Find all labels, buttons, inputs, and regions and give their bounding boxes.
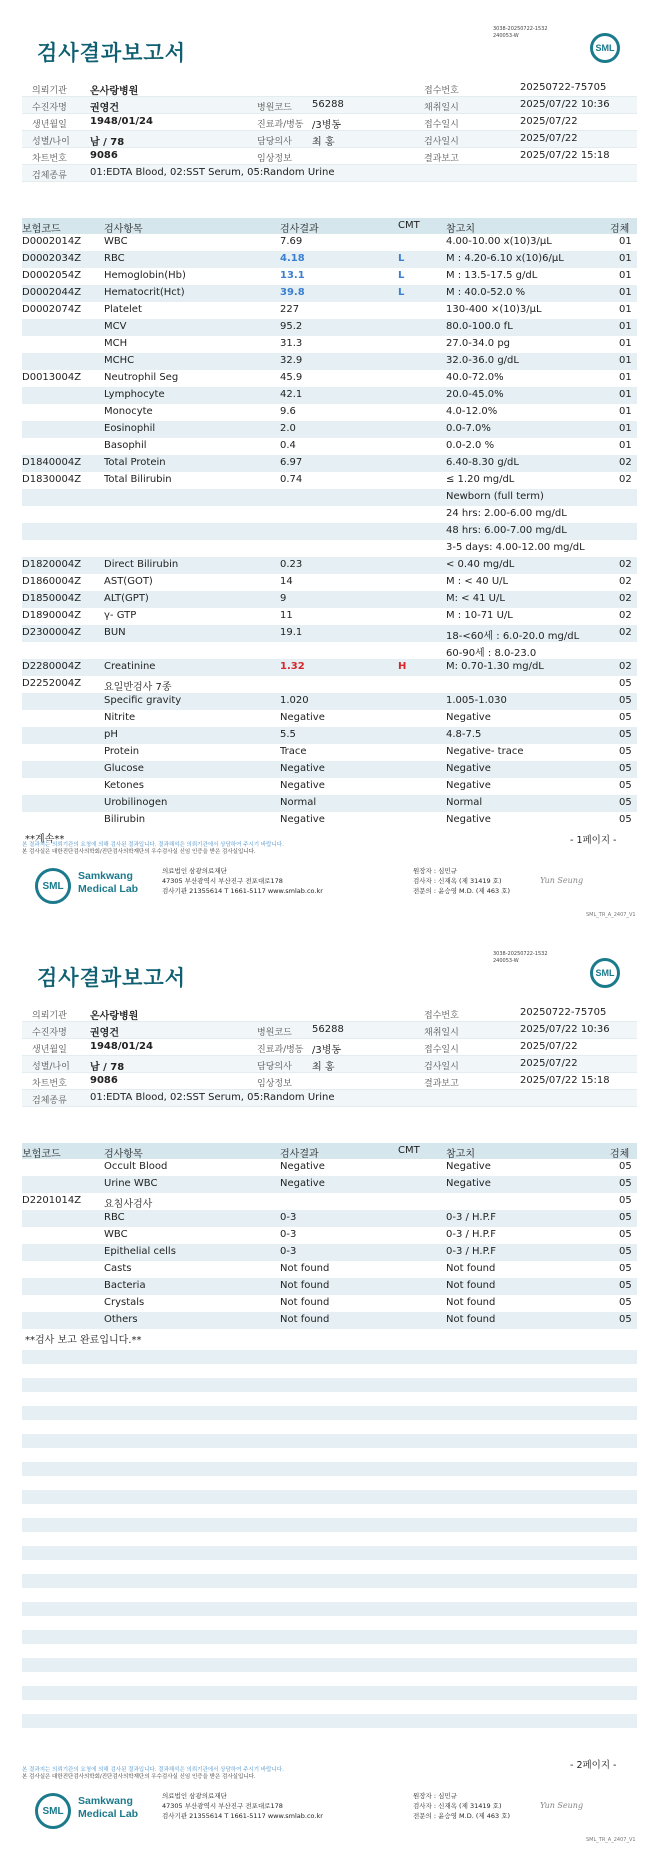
cell-test-name: Direct Bilirubin	[104, 559, 179, 570]
patient-info: 의뢰기관 온사랑병원 접수번호 20250722-75705 수진자명 권영건 병원코드 56288 채취일시 2025/07/22 10:36 생년월일 1948/01/24 진료과/병동 /3병동 접수일시 2025/07/22 성별/나이 남 / 78 담당의사 최 홍 검사일시 2025/07/22 차트번호 9086 임상정보 결과보고 2025/07/22 15:18 검체종류 01:EDTA Blood, 02:SST Serum, 05:Random Urine	[22, 80, 637, 182]
cell-test-name: Nitrite	[104, 712, 136, 723]
cell-specimen: 01	[619, 440, 632, 451]
table-row	[22, 1210, 637, 1227]
results-table-page-1	[22, 218, 637, 829]
cell-reference: Not found	[446, 1297, 496, 1308]
cell-reference: M : 4.20-6.10 x(10)6/μL	[446, 253, 564, 264]
barcode-id: 3038-20250722-1532 240053-W	[493, 26, 548, 39]
cell-code: D2300004Z	[22, 627, 82, 638]
cell-test-name: Urine WBC	[104, 1178, 158, 1189]
cell-result: 42.1	[280, 389, 303, 400]
completed-text: **검사 보고 완료입니다.**	[25, 1335, 142, 1346]
cell-code: D2201014Z	[22, 1195, 82, 1206]
cell-code: D1830004Z	[22, 474, 82, 485]
cell-result: Trace	[280, 746, 307, 757]
cell-test-name: Crystals	[104, 1297, 145, 1308]
rows-page-1	[22, 234, 637, 829]
cell-result: Not found	[280, 1263, 330, 1274]
table-row	[22, 1295, 637, 1312]
cell-specimen: 01	[619, 389, 632, 400]
cell-reference: 0-3 / H.P.F	[446, 1212, 496, 1223]
test-date-value: 2025/07/22	[520, 133, 578, 144]
cell-test-name: Lymphocyte	[104, 389, 165, 400]
dept-ward-value: /3병동	[312, 120, 342, 131]
table-row	[22, 387, 637, 404]
cell-reference: 18-<60세 : 6.0-20.0 mg/dL	[446, 631, 580, 642]
cell-specimen: 01	[619, 270, 632, 281]
cell-flag: H	[398, 661, 407, 672]
cell-result: 9.6	[280, 406, 296, 417]
cell-result: Negative	[280, 780, 325, 791]
cell-reference: 1.005-1.030	[446, 695, 507, 706]
results-table-page-2	[22, 1143, 637, 1329]
cell-reference: ≤ 1.20 mg/dL	[446, 474, 515, 485]
brand-name: Samkwang Medical Lab	[78, 1795, 139, 1820]
brand-name: Samkwang Medical Lab	[78, 870, 139, 895]
report-title: 검사결과보고서	[37, 966, 187, 990]
cell-result: Not found	[280, 1280, 330, 1291]
cell-reference: 60-90세 : 8.0-23.0	[446, 648, 537, 659]
cell-result: 6.97	[280, 457, 303, 468]
cell-reference: Negative	[446, 780, 491, 791]
rows-page-2	[22, 1159, 637, 1329]
cell-test-name: Neutrophil Seg	[104, 372, 179, 383]
cell-code: D0002054Z	[22, 270, 82, 281]
cell-specimen: 02	[619, 576, 632, 587]
table-row	[22, 608, 637, 625]
receipt-no-value: 20250722-75705	[520, 82, 607, 93]
cell-reference: 4.0-12.0%	[446, 406, 498, 417]
org-info: 의료법인 삼광의료재단 47305 부산광역시 부산진구 전포대로178 검사기관 21355614 T 1661-5117 www.smlab.co.kr	[162, 867, 323, 895]
collect-date-value: 2025/07/22 10:36	[520, 99, 610, 110]
cell-test-name: Bilirubin	[104, 814, 146, 825]
cell-specimen: 05	[619, 1229, 632, 1240]
sml-logo-icon: SML	[590, 958, 620, 988]
cell-test-name: Ketones	[104, 780, 144, 791]
cell-reference: M: 0.70-1.30 mg/dL	[446, 661, 544, 672]
cell-result: 14	[280, 576, 293, 587]
sml-logo-icon: SML	[590, 33, 620, 63]
table-row	[22, 472, 637, 489]
cell-specimen: 01	[619, 236, 632, 247]
cell-result: 45.9	[280, 372, 303, 383]
cell-specimen: 01	[619, 304, 632, 315]
cell-test-name: MCV	[104, 321, 127, 332]
cell-specimen: 05	[619, 797, 632, 808]
table-row	[22, 421, 637, 438]
cell-reference: 40.0-72.0%	[446, 372, 504, 383]
cell-result: 7.69	[280, 236, 303, 247]
form-code: SML_TR_A_2407_V1	[586, 912, 636, 918]
cell-test-name: Eosinophil	[104, 423, 156, 434]
cell-specimen: 05	[619, 712, 632, 723]
cell-test-name: Epithelial cells	[104, 1246, 176, 1257]
continued-text: **계속**	[25, 834, 65, 845]
cell-code: D0002074Z	[22, 304, 82, 315]
cell-test-name: Total Bilirubin	[104, 474, 172, 485]
table-row	[22, 1244, 637, 1261]
cell-test-name: BUN	[104, 627, 126, 638]
cell-test-name: Specific gravity	[104, 695, 182, 706]
table-row	[22, 404, 637, 421]
table-row	[22, 540, 637, 557]
table-row	[22, 812, 637, 829]
cell-reference: Newborn (full term)	[446, 491, 544, 502]
cell-specimen: 05	[619, 678, 632, 689]
cell-reference: 4.00-10.00 x(10)3/μL	[446, 236, 552, 247]
cell-reference: 20.0-45.0%	[446, 389, 504, 400]
cell-specimen: 05	[619, 1195, 632, 1206]
receipt-date-value: 2025/07/22	[520, 116, 578, 127]
cell-result: Negative	[280, 1178, 325, 1189]
cell-test-name: WBC	[104, 1229, 128, 1240]
cell-specimen: 01	[619, 338, 632, 349]
table-row	[22, 795, 637, 812]
table-row	[22, 557, 637, 574]
cell-reference: 80.0-100.0 fL	[446, 321, 513, 332]
table-row	[22, 574, 637, 591]
cell-result: 1.32	[280, 661, 305, 672]
table-row	[22, 336, 637, 353]
cell-reference: 0-3 / H.P.F	[446, 1229, 496, 1240]
table-row	[22, 1159, 637, 1176]
cell-reference: Normal	[446, 797, 483, 808]
doctor-value: 최 홍	[312, 137, 335, 148]
cell-specimen: 05	[619, 1280, 632, 1291]
cell-reference: M : 10-71 U/L	[446, 610, 513, 621]
table-row	[22, 268, 637, 285]
cell-code: D2252004Z	[22, 678, 82, 689]
cell-specimen: 05	[619, 729, 632, 740]
footer	[0, 862, 655, 902]
disclaimer: 본 결과지는 의뢰기관의 요청에 의해 검사된 결과입니다. 결과해석은 의뢰기관에서 상담하여 주시기 바랍니다. 본 검사실은 대한진단검사의학회/진단검사의학재단의 우수검사실 신임 인증을 받은 검사실입니다.	[22, 842, 284, 855]
staff-info: 원장자 : 심민규 검사자 : 신재옥 (제 31419 호) 전문의 : 윤승영 M.D. (제 463 호)	[413, 1792, 511, 1820]
cell-result: Negative	[280, 712, 325, 723]
cell-code: D1820004Z	[22, 559, 82, 570]
cell-reference: Not found	[446, 1263, 496, 1274]
cell-result: Not found	[280, 1297, 330, 1308]
cell-specimen: 01	[619, 423, 632, 434]
cell-test-name: Occult Blood	[104, 1161, 168, 1172]
cell-result: 32.9	[280, 355, 303, 366]
table-row	[22, 1176, 637, 1193]
cell-reference: 0.0-7.0%	[446, 423, 491, 434]
table-row	[22, 710, 637, 727]
table-row	[22, 778, 637, 795]
cell-code: D0002014Z	[22, 236, 82, 247]
cell-test-name: Others	[104, 1314, 138, 1325]
table-row	[22, 1312, 637, 1329]
cell-test-name: Creatinine	[104, 661, 156, 672]
table-row	[22, 642, 637, 659]
cell-reference: Negative	[446, 1161, 491, 1172]
page-number: - 1페이지 -	[570, 835, 617, 846]
cell-test-name: ALT(GPT)	[104, 593, 149, 604]
table-row	[22, 1261, 637, 1278]
form-code: SML_TR_A_2407_V1	[586, 1837, 636, 1843]
cell-result: 227	[280, 304, 300, 315]
cell-specimen: 02	[619, 661, 632, 672]
cell-code: D1890004Z	[22, 610, 82, 621]
patient-info: 의뢰기관 온사랑병원 접수번호 20250722-75705 수진자명 권영건 병원코드 56288 채취일시 2025/07/22 10:36 생년월일 1948/01/24 진료과/병동 /3병동 접수일시 2025/07/22 성별/나이 남 / 78 담당의사 최 홍 검사일시 2025/07/22 차트번호 9086 임상정보 결과보고 2025/07/22 15:18 검체종류 01:EDTA Blood, 02:SST Serum, 05:Random Urine	[22, 1005, 637, 1107]
cell-result: 0.23	[280, 559, 303, 570]
cell-result: 5.5	[280, 729, 296, 740]
cell-test-name: γ- GTP	[104, 610, 137, 621]
cell-reference: < 0.40 mg/dL	[446, 559, 515, 570]
report-page-2	[0, 925, 655, 1850]
report-date-value: 2025/07/22 15:18	[520, 150, 610, 161]
cell-test-name: Urobilinogen	[104, 797, 168, 808]
cell-result: 9	[280, 593, 287, 604]
table-row	[22, 489, 637, 506]
table-row	[22, 727, 637, 744]
table-row	[22, 1278, 637, 1295]
table-row	[22, 1227, 637, 1244]
cell-reference: 130-400 ×(10)3/μL	[446, 304, 542, 315]
cell-test-name: Total Protein	[104, 457, 166, 468]
table-row	[22, 761, 637, 778]
table-row	[22, 523, 637, 540]
table-row	[22, 370, 637, 387]
cell-result: 0-3	[280, 1229, 297, 1240]
cell-result: 0-3	[280, 1212, 297, 1223]
table-row	[22, 438, 637, 455]
cell-code: D1840004Z	[22, 457, 82, 468]
cell-result: 31.3	[280, 338, 303, 349]
barcode-id: 3038-20250722-1532 240053-W	[493, 951, 548, 964]
specimen-value: 01:EDTA Blood, 02:SST Serum, 05:Random Urine	[90, 167, 335, 178]
cell-result: 95.2	[280, 321, 303, 332]
cell-specimen: 02	[619, 559, 632, 570]
cell-test-name: Protein	[104, 746, 140, 757]
staff-info: 원장자 : 심민규 검사자 : 신재옥 (제 31419 호) 전문의 : 윤승영 M.D. (제 463 호)	[413, 867, 511, 895]
cell-specimen: 05	[619, 746, 632, 757]
cell-result: 19.1	[280, 627, 303, 638]
cell-reference: Negative	[446, 763, 491, 774]
cell-test-name: Platelet	[104, 304, 142, 315]
institution-value: 온사랑병원	[90, 86, 139, 97]
cell-result: 13.1	[280, 270, 305, 281]
cell-test-name: 요일반검사 7종	[104, 682, 172, 693]
table-row	[22, 506, 637, 523]
cell-test-name: Hemoglobin(Hb)	[104, 270, 186, 281]
cell-reference: M : 13.5-17.5 g/dL	[446, 270, 538, 281]
cell-specimen: 05	[619, 1246, 632, 1257]
cell-reference: 0-3 / H.P.F	[446, 1246, 496, 1257]
report-title: 검사결과보고서	[37, 41, 187, 65]
sex-age-value: 남 / 78	[90, 137, 125, 148]
table-row	[22, 744, 637, 761]
cell-test-name: RBC	[104, 253, 125, 264]
cell-reference: 24 hrs: 2.00-6.00 mg/dL	[446, 508, 567, 519]
cell-reference: 27.0-34.0 pg	[446, 338, 511, 349]
cell-specimen: 02	[619, 457, 632, 468]
cell-flag: L	[398, 287, 405, 298]
cell-test-name: RBC	[104, 1212, 125, 1223]
cell-reference: Not found	[446, 1280, 496, 1291]
cell-reference: M : 40.0-52.0 %	[446, 287, 526, 298]
table-row	[22, 693, 637, 710]
cell-test-name: Glucose	[104, 763, 144, 774]
cell-test-name: MCHC	[104, 355, 135, 366]
table-row	[22, 455, 637, 472]
table-header: 보험코드 검사항목 검사결과 CMT 참고치 검체	[22, 1143, 637, 1159]
cell-specimen: 05	[619, 763, 632, 774]
cell-reference: 4.8-7.5	[446, 729, 482, 740]
table-row	[22, 251, 637, 268]
cell-test-name: Bacteria	[104, 1280, 146, 1291]
cell-reference: 3-5 days: 4.00-12.00 mg/dL	[446, 542, 585, 553]
cell-specimen: 05	[619, 1212, 632, 1223]
cell-result: Negative	[280, 763, 325, 774]
org-info: 의료법인 삼광의료재단 47305 부산광역시 부산진구 전포대로178 검사기관 21355614 T 1661-5117 www.smlab.co.kr	[162, 1792, 323, 1820]
cell-flag: L	[398, 253, 405, 264]
cell-reference: M : < 40 U/L	[446, 576, 509, 587]
cell-result: 39.8	[280, 287, 305, 298]
cell-test-name: 요침사검사	[104, 1199, 153, 1210]
table-row	[22, 676, 637, 693]
cell-specimen: 01	[619, 253, 632, 264]
cell-test-name: WBC	[104, 236, 128, 247]
cell-reference: Negative- trace	[446, 746, 524, 757]
cell-reference: M: < 41 U/L	[446, 593, 505, 604]
empty-rows	[22, 1350, 637, 1742]
cell-result: 11	[280, 610, 293, 621]
cell-test-name: MCH	[104, 338, 128, 349]
table-row	[22, 353, 637, 370]
cell-result: 1.020	[280, 695, 309, 706]
cell-specimen: 01	[619, 321, 632, 332]
cell-code: D0002044Z	[22, 287, 82, 298]
sml-footer-logo-icon: SML	[35, 1793, 71, 1829]
sml-footer-logo-icon: SML	[35, 868, 71, 904]
cell-specimen: 02	[619, 474, 632, 485]
cell-specimen: 05	[619, 780, 632, 791]
cell-result: Not found	[280, 1314, 330, 1325]
cell-test-name: AST(GOT)	[104, 576, 153, 587]
table-row	[22, 1193, 637, 1210]
cell-result: Negative	[280, 814, 325, 825]
recipient-value: 권영건	[90, 103, 119, 114]
table-row	[22, 625, 637, 642]
table-row	[22, 319, 637, 336]
cell-reference: 32.0-36.0 g/dL	[446, 355, 519, 366]
table-row	[22, 591, 637, 608]
cell-specimen: 02	[619, 593, 632, 604]
birth-value: 1948/01/24	[90, 116, 153, 127]
footer	[0, 1787, 655, 1827]
cell-result: 4.18	[280, 253, 305, 264]
cell-test-name: Basophil	[104, 440, 147, 451]
cell-code: D1850004Z	[22, 593, 82, 604]
table-row	[22, 302, 637, 319]
cell-specimen: 01	[619, 355, 632, 366]
table-header: 보험코드 검사항목 검사결과 CMT 참고치 검체	[22, 218, 637, 234]
cell-specimen: 05	[619, 1263, 632, 1274]
cell-specimen: 05	[619, 1161, 632, 1172]
table-row	[22, 234, 637, 251]
cell-specimen: 05	[619, 1297, 632, 1308]
signature: Yun Seung	[540, 876, 584, 885]
page-number: - 2페이지 -	[570, 1760, 617, 1771]
cell-specimen: 05	[619, 814, 632, 825]
cell-specimen: 01	[619, 287, 632, 298]
cell-result: 0-3	[280, 1246, 297, 1257]
cell-result: 0.4	[280, 440, 296, 451]
cell-test-name: pH	[104, 729, 118, 740]
cell-code: D1860004Z	[22, 576, 82, 587]
cell-reference: 48 hrs: 6.00-7.00 mg/dL	[446, 525, 567, 536]
cell-reference: Not found	[446, 1314, 496, 1325]
cell-reference: Negative	[446, 712, 491, 723]
cell-code: D0013004Z	[22, 372, 82, 383]
table-row	[22, 285, 637, 302]
cell-specimen: 02	[619, 610, 632, 621]
cell-specimen: 05	[619, 1314, 632, 1325]
cell-result: 2.0	[280, 423, 296, 434]
signature: Yun Seung	[540, 1801, 584, 1810]
cell-specimen: 01	[619, 372, 632, 383]
cell-test-name: Hematocrit(Hct)	[104, 287, 185, 298]
cell-flag: L	[398, 270, 405, 281]
cell-result: Normal	[280, 797, 317, 808]
cell-reference: Negative	[446, 1178, 491, 1189]
cell-reference: 0.0-2.0 %	[446, 440, 495, 451]
cell-result: 0.74	[280, 474, 303, 485]
cell-reference: Negative	[446, 814, 491, 825]
cell-code: D2280004Z	[22, 661, 82, 672]
cell-code: D0002034Z	[22, 253, 82, 264]
chart-no-value: 9086	[90, 150, 118, 161]
cell-result: Negative	[280, 1161, 325, 1172]
cell-specimen: 01	[619, 406, 632, 417]
cell-specimen: 05	[619, 695, 632, 706]
cell-test-name: Monocyte	[104, 406, 153, 417]
hospital-code-value: 56288	[312, 99, 344, 110]
cell-specimen: 02	[619, 627, 632, 638]
disclaimer: 본 결과지는 의뢰기관의 요청에 의해 검사된 결과입니다. 결과해석은 의뢰기관에서 상담하여 주시기 바랍니다. 본 검사실은 대한진단검사의학회/진단검사의학재단의 우수검사실 신임 인증을 받은 검사실입니다.	[22, 1767, 284, 1780]
table-row	[22, 659, 637, 676]
cell-reference: 6.40-8.30 g/dL	[446, 457, 519, 468]
cell-specimen: 05	[619, 1178, 632, 1189]
cell-test-name: Casts	[104, 1263, 132, 1274]
